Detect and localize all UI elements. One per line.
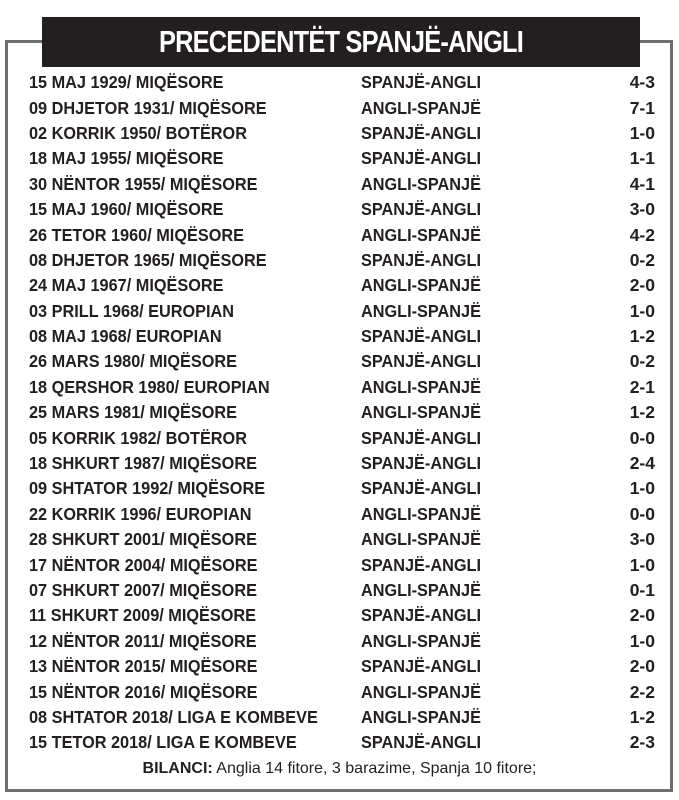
- table-row: [29, 578, 657, 603]
- table-row: [29, 299, 657, 324]
- match-date: 15 TETOR 2018/ LIGA E KOMBEVE: [29, 732, 297, 753]
- match-date: 18 SHKURT 1987/ MIQËSORE: [29, 453, 257, 474]
- table-row: [29, 146, 657, 171]
- table-row: [29, 222, 657, 247]
- match-score: 0-0: [629, 427, 655, 448]
- summary-label: BILANCI:: [142, 760, 213, 777]
- match-score: 0-2: [629, 249, 655, 270]
- table-row: [29, 273, 657, 298]
- match-date: 11 SHKURT 2009/ MIQËSORE: [29, 605, 257, 626]
- table-row: [29, 603, 657, 628]
- match-score: 4-3: [629, 72, 655, 93]
- match-score: 1-0: [629, 478, 655, 499]
- match-teams: SPANJË-ANGLI: [361, 122, 481, 143]
- match-teams: ANGLI-SPANJË: [361, 580, 481, 600]
- match-teams: ANGLI-SPANJË: [361, 402, 481, 423]
- table-row: [29, 349, 657, 374]
- table-row: [29, 679, 657, 704]
- match-date: 09 DHJETOR 1931/ MIQËSORE: [29, 97, 267, 118]
- summary-text: Anglia 14 fitore, 3 barazime, Spanja 10 fitore;: [212, 760, 537, 777]
- match-date: 30 NËNTOR 1955/ MIQËSORE: [29, 173, 258, 194]
- match-teams: SPANJË-ANGLI: [361, 656, 481, 677]
- table-row: [29, 654, 657, 679]
- match-teams: ANGLI-SPANJË: [361, 97, 481, 118]
- table-row: [29, 95, 657, 120]
- match-score: 2-0: [629, 275, 655, 296]
- match-score: 0-2: [629, 351, 655, 372]
- match-score: 2-4: [629, 453, 655, 474]
- match-teams: ANGLI-SPANJË: [361, 275, 481, 296]
- results-list: [29, 70, 657, 756]
- match-score: 2-0: [629, 656, 655, 677]
- match-date: 15 MAJ 1960/ MIQËSORE: [29, 199, 224, 220]
- match-teams: SPANJË-ANGLI: [361, 732, 481, 753]
- table-row: [29, 400, 657, 425]
- match-teams: ANGLI-SPANJË: [361, 706, 481, 727]
- table-row: [29, 425, 657, 450]
- summary-line: [0, 760, 679, 778]
- match-teams: ANGLI-SPANJË: [361, 224, 481, 245]
- match-date: 15 NËNTOR 2016/ MIQËSORE: [29, 681, 258, 702]
- match-date: 05 KORRIK 1982/ BOTËROR: [29, 427, 247, 448]
- match-date: 13 NËNTOR 2015/ MIQËSORE: [29, 656, 258, 677]
- match-score: 0-1: [629, 580, 655, 600]
- match-teams: SPANJË-ANGLI: [361, 554, 481, 575]
- table-row: [29, 70, 657, 95]
- match-score: 1-0: [629, 554, 655, 575]
- match-teams: SPANJË-ANGLI: [361, 478, 481, 499]
- table-row: [29, 527, 657, 552]
- table-row: [29, 730, 657, 755]
- match-date: 08 DHJETOR 1965/ MIQËSORE: [29, 249, 267, 270]
- table-row: [29, 451, 657, 476]
- match-score: 1-2: [629, 402, 655, 423]
- match-date: 07 SHKURT 2007/ MIQËSORE: [29, 580, 257, 600]
- table-row: [29, 502, 657, 527]
- match-date: 22 KORRIK 1996/ EUROPIAN: [29, 503, 252, 524]
- match-score: 4-2: [629, 224, 655, 245]
- match-score: 2-2: [629, 681, 655, 702]
- table-row: [29, 172, 657, 197]
- match-teams: ANGLI-SPANJË: [361, 300, 481, 321]
- match-date: 24 MAJ 1967/ MIQËSORE: [29, 275, 224, 296]
- match-teams: ANGLI-SPANJË: [361, 681, 481, 702]
- match-date: 08 MAJ 1968/ EUROPIAN: [29, 326, 222, 347]
- match-date: 09 SHTATOR 1992/ MIQËSORE: [29, 478, 266, 499]
- match-date: 28 SHKURT 2001/ MIQËSORE: [29, 529, 257, 550]
- match-date: 02 KORRIK 1950/ BOTËROR: [29, 122, 247, 143]
- match-score: 1-2: [629, 706, 655, 727]
- match-date: 18 QERSHOR 1980/ EUROPIAN: [29, 376, 270, 397]
- table-row: [29, 552, 657, 577]
- match-score: 3-0: [629, 529, 655, 550]
- match-score: 1-0: [629, 122, 655, 143]
- match-score: 7-1: [629, 97, 655, 118]
- match-date: 26 TETOR 1960/ MIQËSORE: [29, 224, 244, 245]
- match-teams: SPANJË-ANGLI: [361, 453, 481, 474]
- match-score: 1-2: [629, 326, 655, 347]
- match-date: 26 MARS 1980/ MIQËSORE: [29, 351, 238, 372]
- panel-border-top-right: [640, 40, 673, 43]
- match-teams: ANGLI-SPANJË: [361, 503, 481, 524]
- match-score: 2-0: [629, 605, 655, 626]
- panel-title: PRECEDENTËT SPANJË-ANGLI: [158, 24, 524, 59]
- match-teams: SPANJË-ANGLI: [361, 199, 481, 220]
- table-row: [29, 248, 657, 273]
- match-date: 12 NËNTOR 2011/ MIQËSORE: [29, 630, 257, 651]
- match-score: 3-0: [629, 199, 655, 220]
- table-row: [29, 197, 657, 222]
- table-row: [29, 375, 657, 400]
- match-date: 18 MAJ 1955/ MIQËSORE: [29, 148, 224, 169]
- table-row: [29, 121, 657, 146]
- match-teams: ANGLI-SPANJË: [361, 173, 481, 194]
- match-teams: SPANJË-ANGLI: [361, 605, 481, 626]
- match-date: 25 MARS 1981/ MIQËSORE: [29, 402, 238, 423]
- match-date: 03 PRILL 1968/ EUROPIAN: [29, 300, 235, 321]
- table-row: [29, 324, 657, 349]
- match-date: 15 MAJ 1929/ MIQËSORE: [29, 72, 224, 93]
- table-row: [29, 629, 657, 654]
- match-score: 1-0: [629, 630, 655, 651]
- match-teams: ANGLI-SPANJË: [361, 376, 481, 397]
- match-score: 2-3: [629, 732, 655, 753]
- match-teams: SPANJË-ANGLI: [361, 427, 481, 448]
- match-teams: SPANJË-ANGLI: [361, 326, 481, 347]
- match-date: 17 NËNTOR 2004/ MIQËSORE: [29, 554, 258, 575]
- match-teams: SPANJË-ANGLI: [361, 249, 481, 270]
- title-bar: [42, 17, 640, 67]
- match-teams: SPANJË-ANGLI: [361, 351, 481, 372]
- match-score: 2-1: [629, 376, 655, 397]
- match-date: 08 SHTATOR 2018/ LIGA E KOMBEVE: [29, 706, 318, 727]
- match-score: 1-0: [629, 300, 655, 321]
- table-row: [29, 705, 657, 730]
- match-score: 1-1: [629, 148, 655, 169]
- match-teams: ANGLI-SPANJË: [361, 529, 481, 550]
- match-score: 4-1: [629, 173, 655, 194]
- match-score: 0-0: [629, 503, 655, 524]
- match-teams: SPANJË-ANGLI: [361, 148, 481, 169]
- panel-border-top-left: [5, 40, 42, 43]
- match-teams: ANGLI-SPANJË: [361, 630, 481, 651]
- table-row: [29, 476, 657, 501]
- match-teams: SPANJË-ANGLI: [361, 72, 481, 93]
